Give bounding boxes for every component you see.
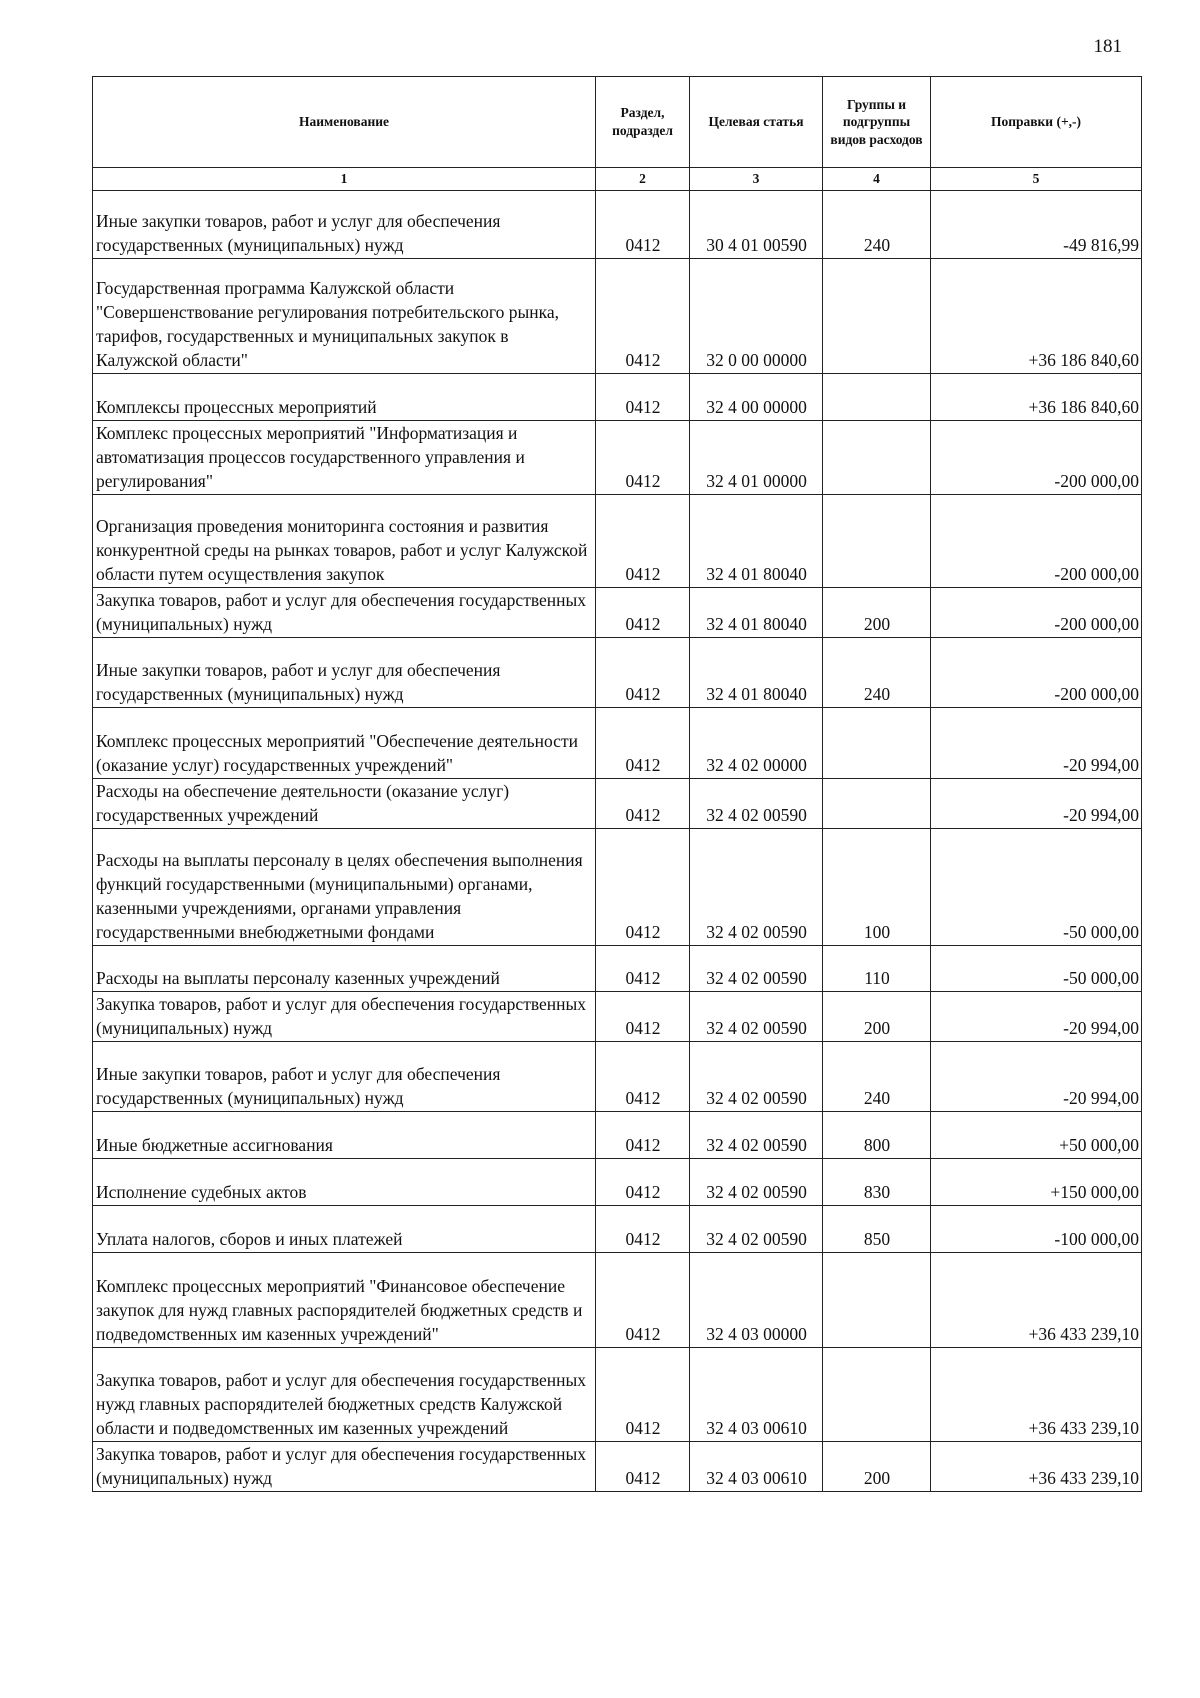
row-amount: -20 994,00 — [931, 707, 1142, 778]
row-amount: -50 000,00 — [931, 828, 1142, 945]
row-section-code: 0412 — [596, 945, 690, 991]
row-expense-group — [823, 1347, 931, 1441]
row-expense-group: 800 — [823, 1111, 931, 1158]
header-section: Раздел, подраздел — [596, 77, 690, 168]
row-expense-group: 110 — [823, 945, 931, 991]
row-target-code: 32 4 02 00590 — [690, 1041, 823, 1111]
row-name: Уплата налогов, сборов и иных платежей — [93, 1205, 596, 1252]
table-row — [93, 828, 1142, 945]
row-amount: +36 186 840,60 — [931, 373, 1142, 420]
table-row — [93, 778, 1142, 828]
column-number: 3 — [690, 168, 823, 191]
row-name: Закупка товаров, работ и услуг для обеспечения государственных (муниципальных) нужд — [93, 587, 596, 637]
row-target-code: 32 0 00 00000 — [690, 258, 823, 373]
row-section-code: 0412 — [596, 1158, 690, 1205]
row-name: Расходы на обеспечение деятельности (оказание услуг) государственных учреждений — [93, 778, 596, 828]
table-row — [93, 637, 1142, 707]
row-amount: -20 994,00 — [931, 778, 1142, 828]
table-row — [93, 1205, 1142, 1252]
row-amount: -200 000,00 — [931, 420, 1142, 494]
row-target-code: 32 4 02 00000 — [690, 707, 823, 778]
row-section-code: 0412 — [596, 373, 690, 420]
table-row — [93, 1158, 1142, 1205]
table-row — [93, 1441, 1142, 1491]
row-expense-group — [823, 1252, 931, 1347]
column-number: 1 — [93, 168, 596, 191]
row-section-code: 0412 — [596, 637, 690, 707]
table-row — [93, 373, 1142, 420]
row-target-code: 32 4 01 00000 — [690, 420, 823, 494]
row-expense-group — [823, 707, 931, 778]
row-amount: -20 994,00 — [931, 991, 1142, 1041]
table-body — [93, 190, 1142, 1491]
row-name: Комплекс процессных мероприятий "Обеспечение деятельности (оказание услуг) государственных учреждений" — [93, 707, 596, 778]
row-expense-group: 100 — [823, 828, 931, 945]
row-amount: +36 433 239,10 — [931, 1347, 1142, 1441]
row-section-code: 0412 — [596, 1111, 690, 1158]
row-amount: +150 000,00 — [931, 1158, 1142, 1205]
row-target-code: 32 4 03 00610 — [690, 1347, 823, 1441]
table-row — [93, 1041, 1142, 1111]
row-section-code: 0412 — [596, 587, 690, 637]
row-section-code: 0412 — [596, 1252, 690, 1347]
row-section-code: 0412 — [596, 258, 690, 373]
row-expense-group: 240 — [823, 1041, 931, 1111]
table-row — [93, 190, 1142, 258]
row-name: Иные бюджетные ассигнования — [93, 1111, 596, 1158]
table-row — [93, 258, 1142, 373]
table-row — [93, 707, 1142, 778]
row-expense-group: 850 — [823, 1205, 931, 1252]
row-expense-group — [823, 494, 931, 587]
row-target-code: 32 4 02 00590 — [690, 991, 823, 1041]
row-expense-group — [823, 778, 931, 828]
header-target: Целевая статья — [690, 77, 823, 168]
row-amount: +36 186 840,60 — [931, 258, 1142, 373]
row-name: Комплекс процессных мероприятий "Информатизация и автоматизация процессов государственного управления и регулирования" — [93, 420, 596, 494]
row-name: Комплекс процессных мероприятий "Финансовое обеспечение закупок для нужд главных распорядителей бюджетных средств и подведомственных им казенных учреждений" — [93, 1252, 596, 1347]
row-name: Расходы на выплаты персоналу в целях обеспечения выполнения функций государственными (муниципальными) органами, казенными учреждениями, органами управления государственными внебюджетными фондами — [93, 828, 596, 945]
page-number: 181 — [1093, 36, 1122, 57]
row-amount: +50 000,00 — [931, 1111, 1142, 1158]
row-target-code: 32 4 02 00590 — [690, 1158, 823, 1205]
header-name: Наименование — [93, 77, 596, 168]
row-section-code: 0412 — [596, 707, 690, 778]
row-section-code: 0412 — [596, 991, 690, 1041]
row-target-code: 32 4 00 00000 — [690, 373, 823, 420]
row-amount: -200 000,00 — [931, 637, 1142, 707]
header-group: Группы и подгруппы видов расходов — [823, 77, 931, 168]
row-target-code: 32 4 02 00590 — [690, 828, 823, 945]
row-expense-group — [823, 373, 931, 420]
row-expense-group: 240 — [823, 190, 931, 258]
row-amount: -50 000,00 — [931, 945, 1142, 991]
header-amount: Поправки (+,-) — [931, 77, 1142, 168]
row-target-code: 32 4 03 00000 — [690, 1252, 823, 1347]
row-expense-group: 240 — [823, 637, 931, 707]
row-name: Комплексы процессных мероприятий — [93, 373, 596, 420]
row-target-code: 32 4 01 80040 — [690, 637, 823, 707]
row-section-code: 0412 — [596, 420, 690, 494]
row-expense-group — [823, 420, 931, 494]
row-name: Расходы на выплаты персоналу казенных учреждений — [93, 945, 596, 991]
row-section-code: 0412 — [596, 828, 690, 945]
row-expense-group: 200 — [823, 991, 931, 1041]
row-name: Организация проведения мониторинга состояния и развития конкурентной среды на рынках товаров, работ и услуг Калужской области путем осуществления закупок — [93, 494, 596, 587]
column-number-row — [93, 168, 1142, 191]
column-number: 4 — [823, 168, 931, 191]
column-number: 5 — [931, 168, 1142, 191]
row-expense-group: 200 — [823, 587, 931, 637]
budget-table — [92, 76, 1142, 1492]
row-name: Исполнение судебных актов — [93, 1158, 596, 1205]
row-name: Иные закупки товаров, работ и услуг для обеспечения государственных (муниципальных) нужд — [93, 190, 596, 258]
row-target-code: 32 4 01 80040 — [690, 587, 823, 637]
row-amount: -20 994,00 — [931, 1041, 1142, 1111]
row-expense-group — [823, 258, 931, 373]
row-target-code: 32 4 02 00590 — [690, 1111, 823, 1158]
table-row — [93, 420, 1142, 494]
row-amount: -200 000,00 — [931, 494, 1142, 587]
row-name: Закупка товаров, работ и услуг для обеспечения государственных (муниципальных) нужд — [93, 1441, 596, 1491]
row-target-code: 32 4 01 80040 — [690, 494, 823, 587]
row-expense-group: 830 — [823, 1158, 931, 1205]
table-row — [93, 1252, 1142, 1347]
table-row — [93, 1111, 1142, 1158]
row-name: Иные закупки товаров, работ и услуг для обеспечения государственных (муниципальных) нужд — [93, 637, 596, 707]
table-row — [93, 991, 1142, 1041]
row-amount: +36 433 239,10 — [931, 1441, 1142, 1491]
row-amount: +36 433 239,10 — [931, 1252, 1142, 1347]
row-name: Закупка товаров, работ и услуг для обеспечения государственных нужд главных распорядителей бюджетных средств Калужской области и подведомственных им казенных учреждений — [93, 1347, 596, 1441]
row-section-code: 0412 — [596, 1041, 690, 1111]
table-row — [93, 945, 1142, 991]
row-section-code: 0412 — [596, 1205, 690, 1252]
row-section-code: 0412 — [596, 1441, 690, 1491]
row-name: Государственная программа Калужской области "Совершенствование регулирования потребительского рынка, тарифов, государственных и муниципальных закупок в Калужской области" — [93, 258, 596, 373]
row-target-code: 30 4 01 00590 — [690, 190, 823, 258]
row-expense-group: 200 — [823, 1441, 931, 1491]
row-section-code: 0412 — [596, 1347, 690, 1441]
row-amount: -200 000,00 — [931, 587, 1142, 637]
row-amount: -100 000,00 — [931, 1205, 1142, 1252]
row-target-code: 32 4 03 00610 — [690, 1441, 823, 1491]
row-section-code: 0412 — [596, 778, 690, 828]
table-row — [93, 494, 1142, 587]
row-target-code: 32 4 02 00590 — [690, 778, 823, 828]
row-section-code: 0412 — [596, 190, 690, 258]
row-section-code: 0412 — [596, 494, 690, 587]
header-row — [93, 77, 1142, 168]
row-amount: -49 816,99 — [931, 190, 1142, 258]
column-number: 2 — [596, 168, 690, 191]
row-name: Иные закупки товаров, работ и услуг для обеспечения государственных (муниципальных) нужд — [93, 1041, 596, 1111]
table-row — [93, 587, 1142, 637]
row-target-code: 32 4 02 00590 — [690, 945, 823, 991]
row-name: Закупка товаров, работ и услуг для обеспечения государственных (муниципальных) нужд — [93, 991, 596, 1041]
table-row — [93, 1347, 1142, 1441]
row-target-code: 32 4 02 00590 — [690, 1205, 823, 1252]
